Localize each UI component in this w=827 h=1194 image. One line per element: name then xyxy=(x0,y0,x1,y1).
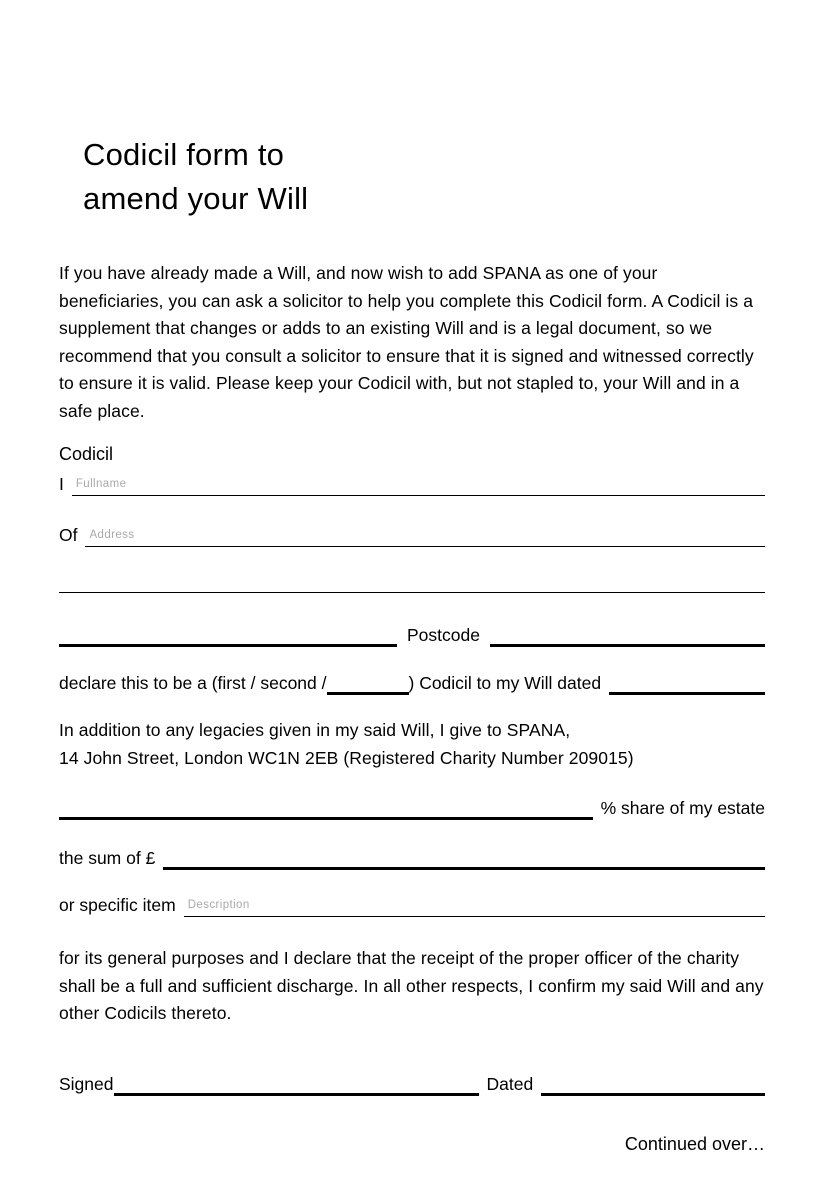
postcode-blank[interactable] xyxy=(490,623,765,647)
town-blank[interactable] xyxy=(59,623,397,647)
address-prefix-label: Of xyxy=(59,525,78,545)
continued-over-note: Continued over… xyxy=(624,1133,765,1154)
item-description-input[interactable] xyxy=(184,892,765,917)
dated-label: Dated xyxy=(486,1073,534,1094)
fullname-prefix-label: I xyxy=(59,474,64,494)
fullname-row xyxy=(59,471,765,496)
sum-row xyxy=(59,846,765,870)
legacy-line2: 14 John Street, London WC1N 2EB (Registered Charity Number 209015) xyxy=(59,747,634,768)
date-blank[interactable] xyxy=(541,1072,765,1096)
share-suffix-label: % share of my estate xyxy=(600,798,765,818)
legacy-paragraph xyxy=(59,717,765,772)
will-date-blank[interactable] xyxy=(609,671,765,695)
declare-text-after: ) Codicil to my Will dated xyxy=(408,673,602,693)
signature-blank[interactable] xyxy=(114,1072,479,1096)
codicil-section-heading: Codicil xyxy=(59,444,114,464)
signed-label: Signed xyxy=(59,1073,114,1094)
sum-amount-blank[interactable] xyxy=(163,846,765,870)
postcode-label: Postcode xyxy=(407,625,480,645)
declare-text-before: declare this to be a (first / second / xyxy=(59,673,327,693)
sum-prefix-label: the sum of £ xyxy=(59,848,156,868)
declare-ordinal-blank[interactable] xyxy=(327,671,409,695)
item-prefix-label: or specific item xyxy=(59,895,176,915)
page-title-line2: amend your Will xyxy=(83,181,309,216)
address-line2-blank[interactable] xyxy=(59,567,765,593)
intro-paragraph: If you have already made a Will, and now wish to add SPANA as one of your beneficiaries, you can ask a solicitor to help you complete this Codicil form. A Codicil is a supplement that changes or adds to an existing Will and is a legal document, so we recommend that you consult a solicitor to ensure that it is signed and witnessed correctly to ensure it is valid. Please keep your Codicil with, but not stapled to, your Will and in a safe place. xyxy=(59,263,754,421)
closing-paragraph: for its general purposes and I declare that the receipt of the proper officer of the charity shall be a full and sufficient discharge. In all other respects, I confirm my said Will and any other Codicils thereto. xyxy=(59,948,764,1023)
address-input[interactable] xyxy=(85,522,765,547)
fullname-input[interactable] xyxy=(72,471,765,496)
address-row xyxy=(59,522,765,547)
legacy-line1: In addition to any legacies given in my said Will, I give to SPANA, xyxy=(59,720,571,740)
share-percentage-blank[interactable] xyxy=(59,796,593,820)
page-title-line1: Codicil form to xyxy=(83,137,285,172)
postcode-row xyxy=(59,623,765,647)
specific-item-row xyxy=(59,892,765,917)
page-title xyxy=(83,133,765,221)
signed-dated-row xyxy=(59,1072,765,1096)
share-row xyxy=(59,796,765,820)
declare-row xyxy=(59,671,765,695)
